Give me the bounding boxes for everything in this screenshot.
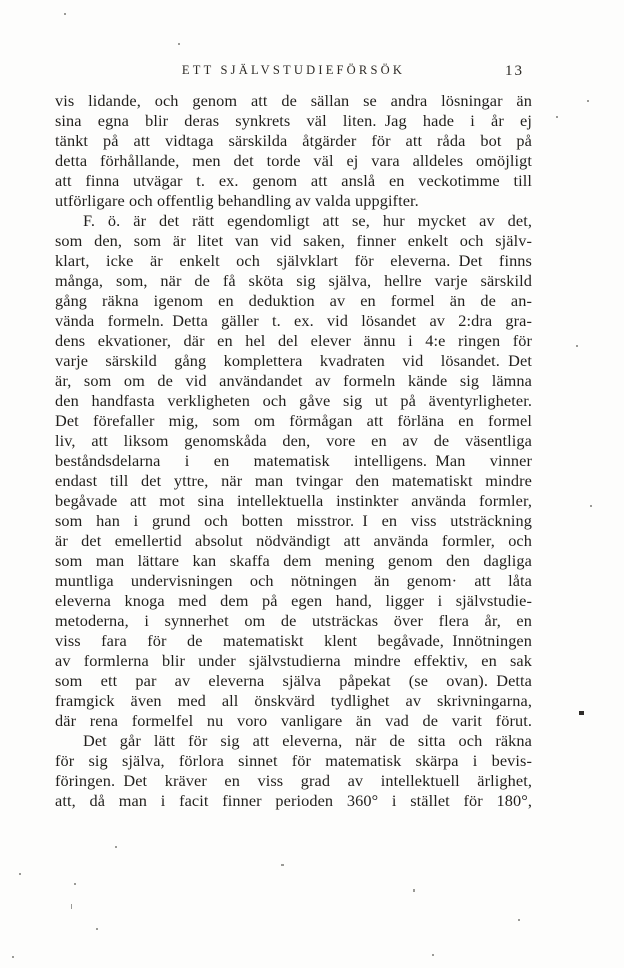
scan-speck bbox=[178, 43, 180, 45]
scan-speck bbox=[518, 919, 520, 921]
scan-speck bbox=[579, 711, 584, 715]
scan-speck bbox=[74, 883, 76, 885]
text-line: som man lättare kan skaffa dem mening genom den dagliga bbox=[55, 551, 532, 570]
text-line: varje särskild gång komplettera kvadraten vid lösandet. Det bbox=[55, 351, 532, 370]
text-line: muntliga undervisningen och nötningen än genom· att låta bbox=[55, 571, 532, 590]
scan-speck bbox=[71, 904, 72, 909]
text-line: endast till det yttre, när man tvingar den matematiskt mindre bbox=[55, 471, 532, 490]
text-line: som han i grund och botten misstror. I en viss utsträckning bbox=[55, 511, 532, 530]
text-line: F. ö. är det rätt egendomligt att se, hur mycket av det, bbox=[83, 211, 532, 230]
text-line: för sig själva, förlora sinnet för matematisk skärpa i bevis- bbox=[55, 751, 532, 770]
text-line: eleverna knoga med dem på egen hand, ligger i självstudie- bbox=[55, 591, 532, 610]
scan-speck bbox=[12, 956, 14, 958]
scan-speck bbox=[556, 116, 558, 118]
text-line: vända formeln. Detta gäller t. ex. vid lösandet av 2:dra gra- bbox=[55, 311, 532, 330]
scan-speck bbox=[590, 505, 592, 507]
text-line: Det förefaller mig, som om förmågan att förläna en formel bbox=[55, 411, 532, 430]
text-line: viss fara för de matematiskt klent begåvade, Innötningen bbox=[55, 631, 532, 650]
body-text bbox=[55, 91, 532, 811]
text-line: föringen. Det kräver en viss grad av intellektuell ärlighet, bbox=[55, 771, 532, 790]
text-line: framgick även med all önskvärd tydlighet av skrivningarna, bbox=[55, 691, 532, 710]
text-line: att, då man i facit finner perioden 360° i stället för 180°, bbox=[55, 791, 532, 810]
text-line: dens ekvationer, där en hel del elever ännu i 4:e ringen för bbox=[55, 331, 532, 350]
text-line: klart, icke är enkelt och självklart för eleverna. Det finns bbox=[55, 251, 532, 270]
text-line: att finna utvägar t. ex. genom att anslå en veckotimme till bbox=[55, 171, 532, 190]
text-line: metoderna, i synnerhet om de utsträckas över flera år, en bbox=[55, 611, 532, 630]
scan-speck bbox=[413, 889, 415, 892]
scan-speck bbox=[432, 954, 434, 956]
text-line: liv, att liksom genomskåda den, vore en av de väsentliga bbox=[55, 431, 532, 450]
scan-speck bbox=[281, 864, 284, 866]
text-line: Det går lätt för sig att eleverna, när de sitta och räkna bbox=[83, 731, 532, 750]
text-line: gång räkna igenom en deduktion av en formel än de an- bbox=[55, 291, 532, 310]
running-header-title: ETT SJÄLVSTUDIEFÖRSÖK bbox=[181, 63, 406, 77]
text-line: är det emellertid absolut nödvändigt att använda formler, och bbox=[55, 531, 532, 550]
scan-speck bbox=[96, 928, 98, 930]
text-line: beståndsdelarna i en matematisk intelligens. Man vinner bbox=[55, 451, 532, 470]
scan-speck bbox=[587, 100, 589, 102]
text-line: den handfasta verkligheten och gåve sig ut på äventyrligheter. bbox=[55, 391, 532, 410]
text-line: begåvade att mot sina intellektuella instinkter använda formler, bbox=[55, 491, 532, 510]
page-header bbox=[55, 63, 532, 81]
text-line: utförligare och offentlig behandling av valda uppgifter. bbox=[55, 191, 419, 210]
page-number: 13 bbox=[505, 63, 524, 79]
text-line: som ett par av eleverna själva påpekat (se ovan). Detta bbox=[55, 671, 532, 690]
text-line: är, som om de vid användandet av formeln kände sig lämna bbox=[55, 371, 532, 390]
scan-speck bbox=[64, 13, 66, 15]
text-line: tänkt på att vidtaga särskilda åtgärder för att råda bot på bbox=[55, 131, 532, 150]
text-line: av formlerna blir under självstudierna mindre effektiv, en sak bbox=[55, 651, 532, 670]
scan-speck bbox=[576, 345, 578, 347]
text-line: vis lidande, och genom att de sällan se andra lösningar än bbox=[55, 91, 532, 110]
scan-speck bbox=[19, 873, 21, 875]
text-line: sina egna blir deras synkrets väl liten. Jag hade i år ej bbox=[55, 111, 532, 130]
text-line: många, som, när de få sköta sig själva, hellre varje särskild bbox=[55, 271, 532, 290]
text-line: där rena formelfel nu voro vanligare än vad de varit förut. bbox=[55, 711, 532, 730]
text-line: som den, som är litet van vid saken, finner enkelt och själv- bbox=[55, 231, 532, 250]
scan-speck bbox=[115, 846, 117, 848]
text-line: detta förhållande, men det torde väl ej vara alldeles omöjligt bbox=[55, 151, 532, 170]
